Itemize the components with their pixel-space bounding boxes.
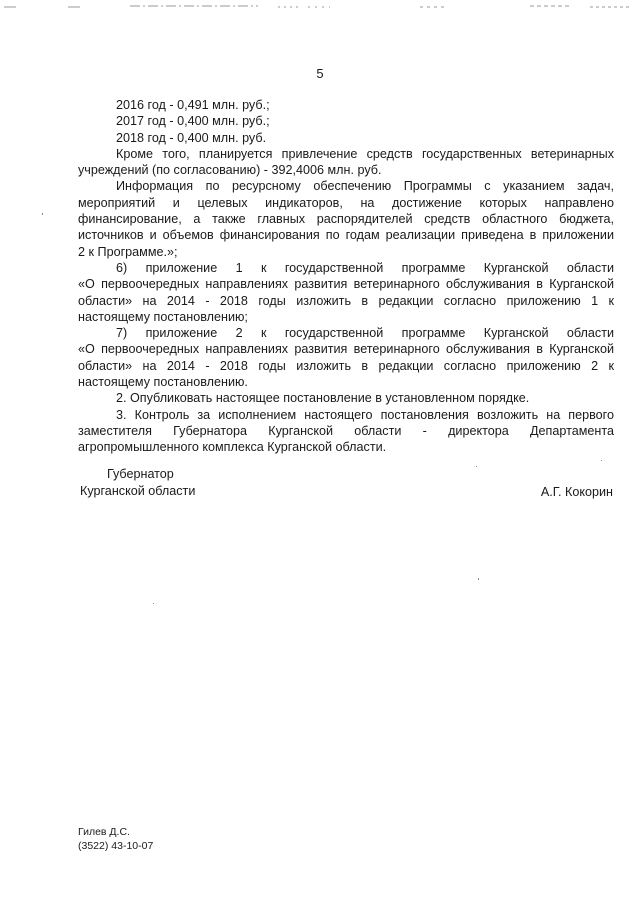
body-line: агропромышленного комплекса Курганской области.: [78, 440, 387, 455]
body-line: настоящему постановлению;: [78, 309, 248, 324]
body-line: «О первоочередных направлениях развития ветеринарного обслуживания в Курганской: [78, 342, 614, 357]
body-line: 2017 год - 0,400 млн. руб.;: [116, 114, 270, 129]
body-line: 2018 год - 0,400 млн. руб.: [116, 130, 267, 145]
signatory-title-line-2: Курганской области: [80, 484, 196, 498]
page-number: 5: [316, 66, 324, 81]
scan-artifact-marks: [0, 0, 640, 14]
body-line: настоящему постановлению.: [78, 375, 248, 390]
document-body: [78, 97, 614, 456]
body-line: мероприятий и целевых индикаторов, на достижение которых направлено: [78, 195, 614, 210]
body-line: 2016 год - 0,491 млн. руб.;: [116, 98, 270, 112]
body-line: заместителя Губернатора Курганской области - директора Департамента: [78, 423, 614, 438]
body-line: 3. Контроль за исполнением настоящего постановления возложить на первого: [116, 407, 614, 422]
body-line: «О первоочередных направлениях развития ветеринарного обслуживания в Курганской: [78, 277, 614, 292]
body-line: 6) приложение 1 к государственной программе Курганской области: [116, 260, 614, 275]
body-line: Кроме того, планируется привлечение средств государственных ветеринарных: [116, 146, 614, 161]
signatory-name: А.Г. Кокорин: [540, 485, 613, 499]
body-line: 7) приложение 2 к государственной программе Курганской области: [116, 326, 614, 341]
body-line: 2 к Программе.»;: [78, 244, 178, 259]
body-line: Информация по ресурсному обеспечению Программы с указанием задач,: [116, 179, 614, 194]
body-line: области» на 2014 - 2018 годы изложить в редакции согласно приложению 2 к: [78, 358, 614, 373]
footer-phone: (3522) 43-10-07: [78, 839, 154, 852]
body-line: 2. Опубликовать настоящее постановление в установленном порядке.: [116, 391, 530, 406]
body-line: источников и объемов финансирования по годам реализации приведена в приложении: [78, 228, 614, 243]
body-line: учреждений (по согласованию) - 392,4006 млн. руб.: [78, 163, 382, 178]
body-line: области» на 2014 - 2018 годы изложить в редакции согласно приложению 1 к: [78, 293, 614, 308]
signatory-title-line-1: Губернатор: [107, 467, 174, 481]
footer-contact: [78, 826, 153, 853]
footer-author: Гилев Д.С.: [78, 826, 130, 838]
body-line: финансирование, а также главных распорядителей средств областного бюджета,: [78, 212, 614, 227]
